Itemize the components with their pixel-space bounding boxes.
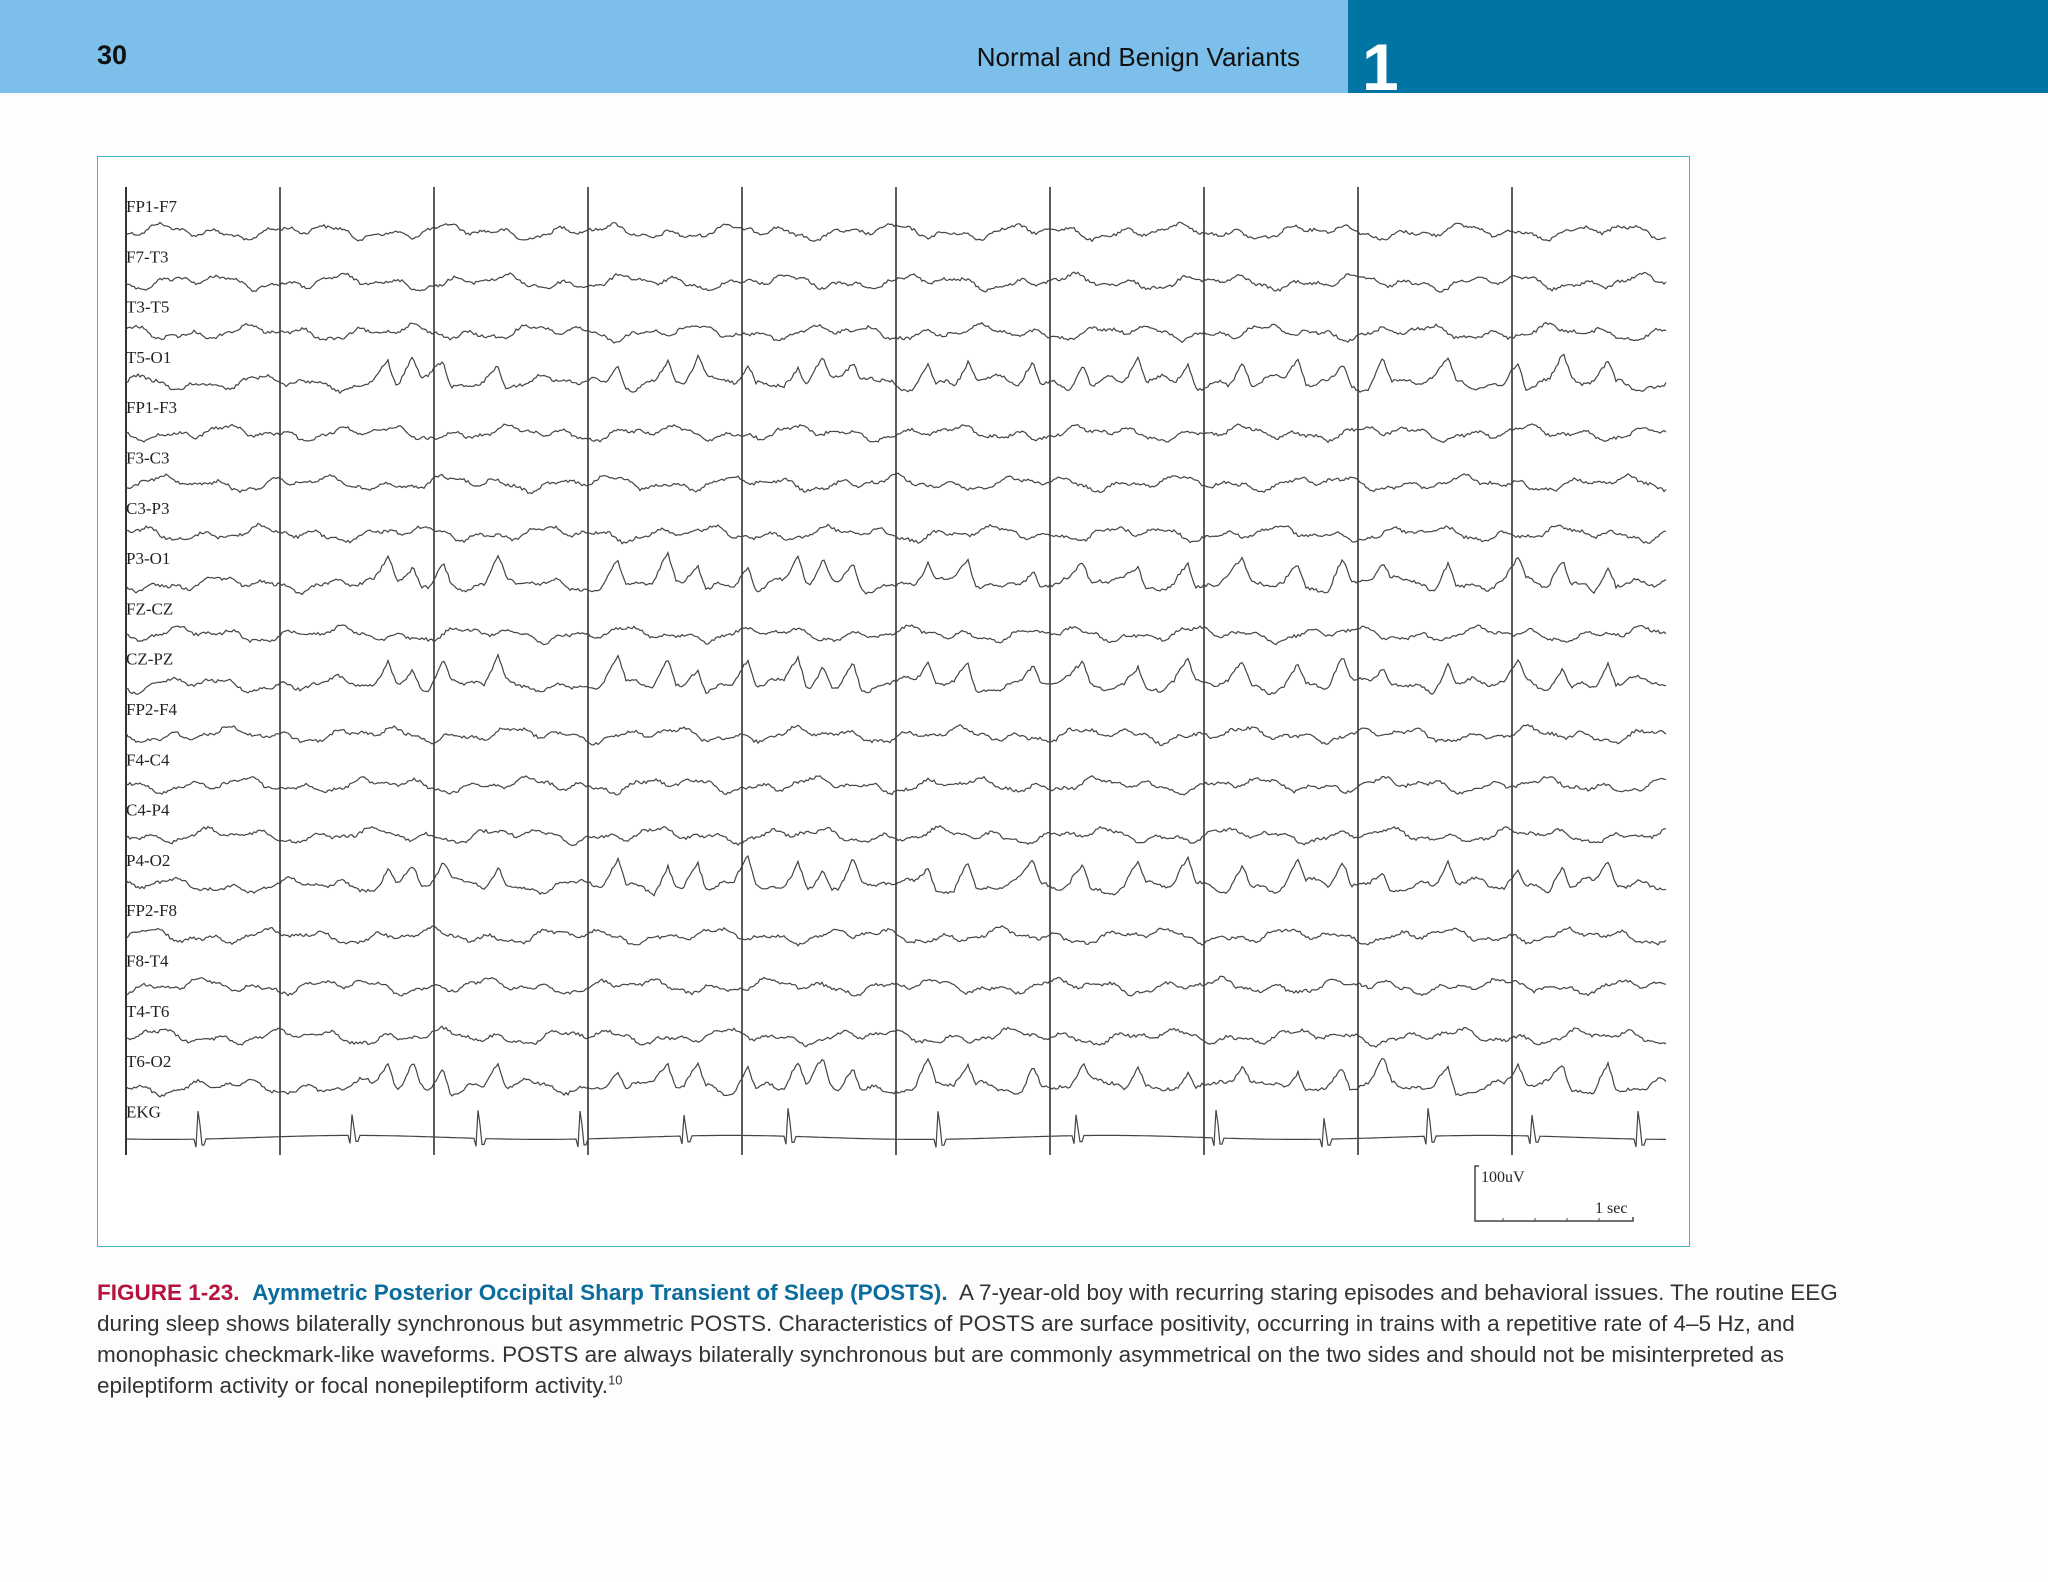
running-title: Normal and Benign Variants — [976, 42, 1300, 72]
channel-label-t5-o1: T5-O1 — [126, 347, 172, 367]
channel-label-t3-t5: T3-T5 — [126, 297, 170, 317]
figure-title: Aymmetric Posterior Occipital Sharp Transient of Sleep (POSTS). — [252, 1280, 948, 1305]
time-scale-label: 1 sec — [1595, 1200, 1628, 1217]
channel-label-ekg: EKG — [126, 1102, 161, 1122]
second-markers — [126, 187, 1512, 1155]
channel-label-c3-p3: C3-P3 — [126, 498, 170, 518]
caption-body: A 7-year-old boy with recurring staring episodes and behavioral issues. The routine EEG during sleep shows bilaterally synchronous but asymmetric POSTS. Characteristics of POSTS are surface positivity, occurring in trains with a repetitive rate of 4–5 Hz, and monophasic checkmark-like waveforms. POSTS are always bilaterally synchronous but are commonly asymmetrical on the two sides and should not be misinterpreted as epileptiform activity or focal nonepileptiform activity. — [97, 1280, 1838, 1398]
channel-label-p3-o1: P3-O1 — [126, 549, 171, 569]
channel-label-f4-c4: F4-C4 — [126, 750, 170, 770]
channel-label-cz-pz: CZ-PZ — [126, 649, 174, 669]
scale-bar — [1475, 1166, 1633, 1221]
channel-label-f3-c3: F3-C3 — [126, 448, 170, 468]
amplitude-scale-label: 100uV — [1481, 1169, 1525, 1186]
channel-label-fp2-f8: FP2-F8 — [126, 901, 178, 921]
channel-label-f7-t3: F7-T3 — [126, 247, 169, 267]
figure-number: FIGURE 1-23. — [97, 1280, 240, 1305]
figure-caption — [97, 1277, 1877, 1401]
channel-label-p4-o2: P4-O2 — [126, 850, 171, 870]
channel-label-fp1-f7: FP1-F7 — [126, 197, 178, 216]
channel-label-t4-t6: T4-T6 — [126, 1001, 170, 1021]
chapter-tab — [1348, 0, 2048, 93]
eeg-tracing — [98, 157, 1691, 1248]
channel-label-c4-p4: C4-P4 — [126, 800, 170, 820]
chapter-number: 1 — [1362, 30, 1399, 104]
eeg-figure — [97, 156, 1690, 1247]
channel-label-f8-t4: F8-T4 — [126, 951, 169, 971]
channel-label-fp1-f3: FP1-F3 — [126, 398, 178, 418]
page-number: 30 — [97, 40, 128, 70]
reference-superscript: 10 — [608, 1372, 623, 1388]
channel-label-fz-cz: FZ-CZ — [126, 599, 174, 619]
channel-label-t6-o2: T6-O2 — [126, 1052, 172, 1072]
channel-label-fp2-f4: FP2-F4 — [126, 700, 178, 719]
